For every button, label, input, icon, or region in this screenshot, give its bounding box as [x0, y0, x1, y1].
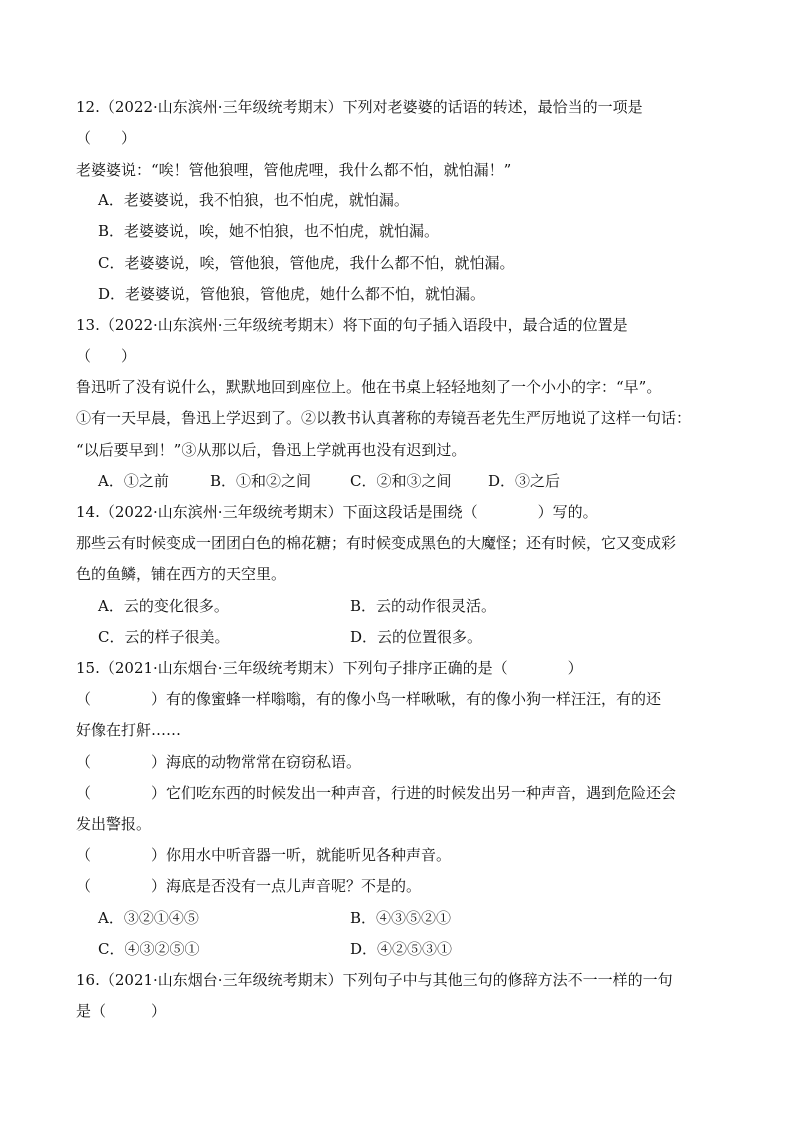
- q15-option-d: D．④②⑤③①: [350, 940, 453, 958]
- q15-option-b: B．④③⑤②①: [350, 909, 452, 927]
- q13-passage-line-2: “以后要早到！”③从那以后，鲁迅上学就再也没有迟到过。: [76, 441, 467, 459]
- q14-passage-line-2: 色的鱼鳞，铺在西方的天空里。: [76, 565, 287, 583]
- q15-item-3: （ ）它们吃东西的时候发出一种声音，行进的时候发出另一种声音，遇到危险还会: [76, 784, 677, 802]
- q15-option-c: C．④③②⑤①: [98, 940, 200, 958]
- q14-stem: 14.（2022·山东滨州·三年级统考期末）下面这段话是围绕（ ）写的。: [76, 503, 598, 521]
- q13-option-a: A．①之前: [98, 472, 169, 490]
- q15-stem: 15.（2021·山东烟台·三年级统考期末）下列句子排序正确的是（ ）: [76, 659, 583, 677]
- q14-option-d: D．云的位置很多。: [350, 628, 483, 646]
- q12-quote: 老婆婆说：“唉！管他狼哩，管他虎哩，我什么都不怕，就怕漏！”: [76, 161, 512, 179]
- q16-stem-continued: 是（ ）: [76, 1002, 167, 1020]
- q15-item-5: （ ）海底是否没有一点儿声音呢？不是的。: [76, 877, 422, 895]
- q13-stem: 13.（2022·山东滨州·三年级统考期末）将下面的句子插入语段中，最合适的位置是: [76, 316, 628, 334]
- q13-sentence: 鲁迅听了没有说什么，默默地回到座位上。他在书桌上轻轻地刻了一个小小的字：“早”。: [76, 378, 662, 396]
- q15-item-4: （ ）你用水中听音器一听，就能听见各种声音。: [76, 846, 452, 864]
- q16-stem: 16.（2021·山东烟台·三年级统考期末）下列句子中与其他三句的修辞方法不一一样的一句: [76, 971, 673, 989]
- q15-option-a: A．③②①④⑤: [98, 909, 199, 927]
- q14-option-b: B．云的动作很灵活。: [350, 597, 497, 615]
- q12-option-a: A．老婆婆说，我不怕狼，也不怕虎，就怕漏。: [98, 191, 409, 209]
- q15-item-3-continued: 发出警报。: [76, 815, 152, 833]
- q12-answer-paren: （ ）: [76, 129, 137, 147]
- q12-stem: 12.（2022·山东滨州·三年级统考期末）下列对老婆婆的话语的转述，最恰当的一项是: [76, 98, 643, 116]
- q13-option-c: C．②和③之间: [350, 472, 452, 490]
- q12-option-d: D．老婆婆说，管他狼，管他虎，她什么都不怕，就怕漏。: [98, 285, 486, 303]
- q15-item-1-continued: 好像在打鼾……: [76, 721, 182, 739]
- q12-option-c: C．老婆婆说，唉，管他狼，管他虎，我什么都不怕，就怕漏。: [98, 254, 515, 272]
- q13-answer-paren: （ ）: [76, 347, 137, 365]
- q13-passage-line-1: ①有一天早晨，鲁迅上学迟到了。②以教书认真著称的寿镜吾老先生严厉地说了这样一句话：: [76, 409, 692, 427]
- q13-option-b: B．①和②之间: [210, 472, 312, 490]
- q14-option-a: A．云的变化很多。: [98, 597, 229, 615]
- q12-option-b: B．老婆婆说，唉，她不怕狼，也不怕虎，就怕漏。: [98, 222, 440, 240]
- q13-option-d: D．③之后: [488, 472, 561, 490]
- q15-item-2: （ ）海底的动物常常在窃窃私语。: [76, 753, 362, 771]
- q14-passage-line-1: 那些云有时候变成一团团白色的棉花糖；有时候变成黑色的大魔怪；还有时候，它又变成彩: [76, 534, 677, 552]
- q15-item-1: （ ）有的像蜜蜂一样嗡嗡，有的像小鸟一样啾啾，有的像小狗一样汪汪，有的还: [76, 690, 662, 708]
- q14-option-c: C．云的样子很美。: [98, 628, 230, 646]
